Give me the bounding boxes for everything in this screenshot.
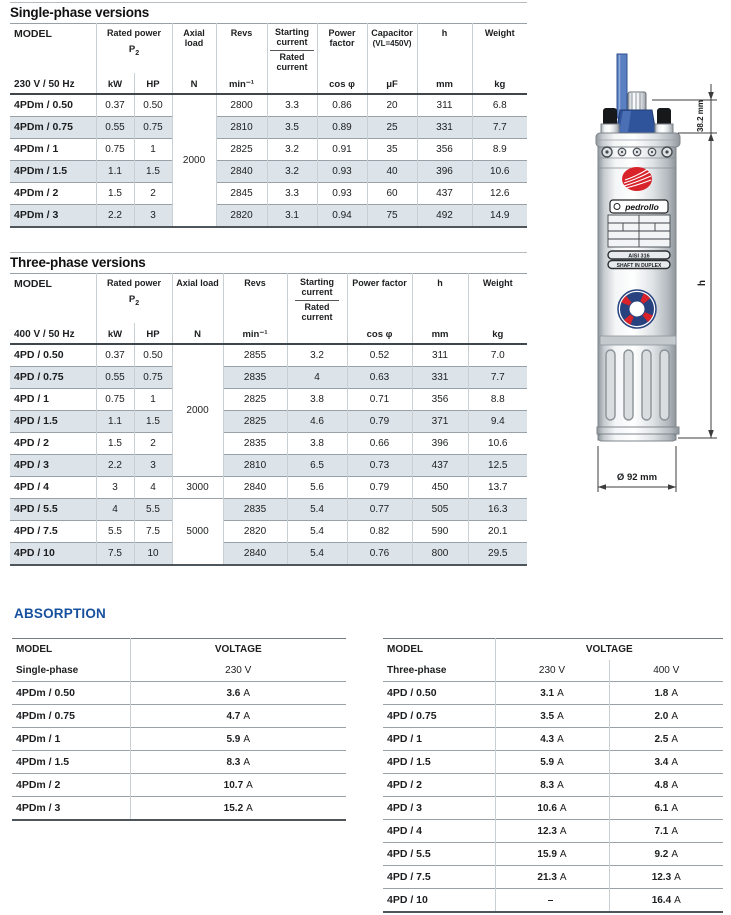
cell-current-230v: 21.3 A bbox=[495, 866, 609, 889]
cell-h: 331 bbox=[417, 116, 472, 138]
cell-hp: 1 bbox=[134, 138, 172, 160]
cell-current: 3.6 A bbox=[130, 682, 346, 705]
cell-model: 4PD / 2 bbox=[383, 774, 495, 797]
cell-current-230v: 8.3 A bbox=[495, 774, 609, 797]
cell-starting-current: 4 bbox=[287, 366, 347, 388]
cell-axial-load: 3000 bbox=[172, 476, 223, 498]
unit-kw: kW bbox=[96, 323, 134, 344]
cell-current: 4.7 A bbox=[130, 705, 346, 728]
cell-power-factor: 0.66 bbox=[347, 432, 412, 454]
cell-model: 4PD / 0.75 bbox=[10, 366, 96, 388]
cell-current-400v: 3.4 A bbox=[609, 751, 723, 774]
cell-h: 331 bbox=[412, 366, 468, 388]
cell-current: 10.7 A bbox=[130, 774, 346, 797]
table-row bbox=[383, 820, 723, 843]
cell-h: 450 bbox=[412, 476, 468, 498]
shaft-duplex-label: SHAFT IN DUPLEX bbox=[616, 262, 662, 269]
cell-h: 356 bbox=[412, 388, 468, 410]
three-phase-title: Three-phase versions bbox=[10, 255, 146, 270]
motor-technical-drawing bbox=[545, 40, 731, 560]
table-row bbox=[383, 682, 723, 705]
cell-weight: 6.8 bbox=[472, 94, 527, 117]
cell-model: 4PDm / 0.75 bbox=[10, 116, 96, 138]
cell-weight: 7.0 bbox=[468, 344, 527, 367]
cell-current-400v: 6.1 A bbox=[609, 797, 723, 820]
cell-weight: 13.7 bbox=[468, 476, 527, 498]
table-row bbox=[383, 774, 723, 797]
cell-hp: 3 bbox=[134, 454, 172, 476]
table-row bbox=[12, 705, 346, 728]
unit-starting-current bbox=[267, 73, 317, 94]
table-row bbox=[10, 116, 527, 138]
col-header-revs: Revs bbox=[223, 274, 287, 323]
col-header-starting-current: Starting current Rated current bbox=[287, 274, 347, 323]
cell-current: 8.3 A bbox=[130, 751, 346, 774]
cell-model: 4PDm / 3 bbox=[10, 204, 96, 227]
cell-kw: 2.2 bbox=[96, 204, 134, 227]
cell-hp: 4 bbox=[134, 476, 172, 498]
cell-power-factor: 0.71 bbox=[347, 388, 412, 410]
cell-hp: 3 bbox=[134, 204, 172, 227]
cell-h: 396 bbox=[412, 432, 468, 454]
cell-model: 4PDm / 0.75 bbox=[12, 705, 130, 728]
cell-weight: 29.5 bbox=[468, 542, 527, 565]
absorption-three-section bbox=[383, 638, 723, 913]
dim-label-38mm: 38.2 mm bbox=[696, 99, 705, 133]
table-row bbox=[10, 476, 527, 498]
table-row bbox=[383, 705, 723, 728]
col-header-model: MODEL bbox=[10, 274, 96, 323]
cell-weight: 20.1 bbox=[468, 520, 527, 542]
cell-kw: 4 bbox=[96, 498, 134, 520]
cell-current-230v: 3.1 A bbox=[495, 682, 609, 705]
cell-h: 311 bbox=[417, 94, 472, 117]
cell-current: 15.2 A bbox=[130, 797, 346, 821]
single-phase-title: Single-phase versions bbox=[10, 5, 150, 20]
cell-model: 4PD / 0.50 bbox=[10, 344, 96, 367]
cell-revs: 2825 bbox=[223, 388, 287, 410]
voltage-230-label: 230 V bbox=[495, 660, 609, 682]
cell-revs: 2835 bbox=[223, 366, 287, 388]
col-header-model: MODEL bbox=[16, 644, 53, 655]
cell-power-factor: 0.93 bbox=[317, 182, 367, 204]
table-row bbox=[10, 454, 527, 476]
cell-power-factor: 0.93 bbox=[317, 160, 367, 182]
col-header-weight: Weight bbox=[468, 274, 527, 323]
cell-kw: 1.5 bbox=[96, 432, 134, 454]
cell-power-factor: 0.76 bbox=[347, 542, 412, 565]
cell-current-400v: 16.4 A bbox=[609, 889, 723, 913]
cell-hp: 1.5 bbox=[134, 160, 172, 182]
cell-hp: 10 bbox=[134, 542, 172, 565]
cell-weight: 14.9 bbox=[472, 204, 527, 227]
dim-label-height: h bbox=[697, 279, 708, 287]
cell-axial-load: 2000 bbox=[172, 344, 223, 477]
cell-kw: 7.5 bbox=[96, 542, 134, 565]
cell-capacitor: 35 bbox=[367, 138, 417, 160]
absorption-single-section bbox=[12, 638, 346, 821]
cell-kw: 1.5 bbox=[96, 182, 134, 204]
cell-hp: 2 bbox=[134, 182, 172, 204]
unit-n: N bbox=[172, 323, 223, 344]
table-row bbox=[10, 542, 527, 565]
cell-kw: 0.55 bbox=[96, 366, 134, 388]
col-header-h: h bbox=[417, 24, 472, 73]
cell-model: 4PDm / 1.5 bbox=[12, 751, 130, 774]
cell-power-factor: 0.73 bbox=[347, 454, 412, 476]
cell-starting-current: 3.2 bbox=[287, 344, 347, 367]
terminal-stud-right bbox=[655, 108, 673, 133]
table-row bbox=[10, 520, 527, 542]
cell-model: 4PD / 7.5 bbox=[10, 520, 96, 542]
cell-h: 371 bbox=[412, 410, 468, 432]
cell-current-400v: 9.2 A bbox=[609, 843, 723, 866]
cell-kw: 1.1 bbox=[96, 410, 134, 432]
col-header-revs: Revs bbox=[216, 24, 267, 73]
table-row bbox=[10, 182, 527, 204]
cell-model: 4PDm / 1 bbox=[10, 138, 96, 160]
absorption-single-table bbox=[12, 638, 346, 821]
cell-revs: 2825 bbox=[223, 410, 287, 432]
brand-logo-icon bbox=[622, 167, 652, 191]
cell-model: 4PD / 5.5 bbox=[10, 498, 96, 520]
cell-model: 4PD / 1 bbox=[10, 388, 96, 410]
phase-label: Three-phase bbox=[387, 665, 447, 676]
cell-model: 4PDm / 1 bbox=[12, 728, 130, 751]
cell-starting-current: 5.4 bbox=[287, 498, 347, 520]
col-header-power-factor: Power factor bbox=[347, 274, 412, 323]
cell-model: 4PD / 4 bbox=[383, 820, 495, 843]
terminal-stud-left bbox=[601, 108, 619, 133]
table-row bbox=[10, 160, 527, 182]
cell-starting-current: 6.5 bbox=[287, 454, 347, 476]
unit-hp: HP bbox=[134, 73, 172, 94]
motor-drawing-svg bbox=[545, 40, 731, 560]
cell-current-230v: 5.9 A bbox=[495, 751, 609, 774]
cell-revs: 2840 bbox=[216, 160, 267, 182]
cell-power-factor: 0.52 bbox=[347, 344, 412, 367]
col-header-h: h bbox=[412, 274, 468, 323]
voltage-frequency-label: 400 V / 50 Hz bbox=[10, 323, 96, 344]
cell-kw: 0.55 bbox=[96, 116, 134, 138]
cell-starting-current: 3.3 bbox=[267, 94, 317, 117]
voltage-frequency-label: 230 V / 50 Hz bbox=[10, 73, 96, 94]
unit-n: N bbox=[172, 73, 216, 94]
table-row bbox=[10, 498, 527, 520]
table-row bbox=[383, 889, 723, 913]
cell-model: 4PD / 0.75 bbox=[383, 705, 495, 728]
table-row bbox=[10, 432, 527, 454]
cell-revs: 2825 bbox=[216, 138, 267, 160]
table-row bbox=[12, 728, 346, 751]
cell-model: 4PDm / 1.5 bbox=[10, 160, 96, 182]
cell-current: 5.9 A bbox=[130, 728, 346, 751]
col-header-voltage: VOLTAGE bbox=[130, 639, 346, 661]
lifebuoy-emblem-icon bbox=[618, 290, 656, 328]
table-row bbox=[12, 682, 346, 705]
cell-model: 4PDm / 2 bbox=[12, 774, 130, 797]
data-plate bbox=[608, 215, 670, 247]
cell-kw: 1.1 bbox=[96, 160, 134, 182]
cell-h: 437 bbox=[417, 182, 472, 204]
table-row bbox=[383, 751, 723, 774]
cell-revs: 2840 bbox=[223, 476, 287, 498]
absorption-heading: ABSORPTION bbox=[14, 606, 107, 621]
cell-weight: 10.6 bbox=[468, 432, 527, 454]
cell-revs: 2820 bbox=[223, 520, 287, 542]
cell-kw: 0.37 bbox=[96, 344, 134, 367]
material-label-shaft bbox=[608, 261, 670, 269]
aisi-316-label: AISI 316 bbox=[628, 253, 650, 260]
three-phase-section bbox=[10, 252, 527, 566]
cell-weight: 12.6 bbox=[472, 182, 527, 204]
cell-current-230v: 10.6 A bbox=[495, 797, 609, 820]
cell-h: 437 bbox=[412, 454, 468, 476]
cell-weight: 16.3 bbox=[468, 498, 527, 520]
cell-h: 311 bbox=[412, 344, 468, 367]
unit-cos-phi: cos φ bbox=[317, 73, 367, 94]
cell-kw: 3 bbox=[96, 476, 134, 498]
cell-h: 505 bbox=[412, 498, 468, 520]
cell-power-factor: 0.77 bbox=[347, 498, 412, 520]
table-row bbox=[10, 138, 527, 160]
cell-revs: 2835 bbox=[223, 498, 287, 520]
cell-power-factor: 0.86 bbox=[317, 94, 367, 117]
cell-current-400v: 4.8 A bbox=[609, 774, 723, 797]
cell-weight: 9.4 bbox=[468, 410, 527, 432]
cell-weight: 7.7 bbox=[468, 366, 527, 388]
cell-current-230v: 12.3 A bbox=[495, 820, 609, 843]
cell-power-factor: 0.79 bbox=[347, 476, 412, 498]
cell-revs: 2800 bbox=[216, 94, 267, 117]
cell-current-230v: 3.5 A bbox=[495, 705, 609, 728]
cell-model: 4PD / 10 bbox=[383, 889, 495, 913]
col-header-axial-load: Axial load bbox=[172, 24, 216, 73]
cell-starting-current: 3.3 bbox=[267, 182, 317, 204]
cell-weight: 8.9 bbox=[472, 138, 527, 160]
unit-kw: kW bbox=[96, 73, 134, 94]
cell-current-400v: 7.1 A bbox=[609, 820, 723, 843]
col-header-model: MODEL bbox=[10, 24, 96, 73]
cell-weight: 8.8 bbox=[468, 388, 527, 410]
cell-current-400v: 2.0 A bbox=[609, 705, 723, 728]
brand-name: pedrollo bbox=[625, 201, 659, 212]
unit-revs: min⁻¹ bbox=[216, 73, 267, 94]
table-row bbox=[12, 751, 346, 774]
cell-hp: 5.5 bbox=[134, 498, 172, 520]
cell-revs: 2810 bbox=[223, 454, 287, 476]
unit-mm: mm bbox=[417, 73, 472, 94]
table-row bbox=[383, 843, 723, 866]
cell-capacitor: 40 bbox=[367, 160, 417, 182]
cell-capacitor: 25 bbox=[367, 116, 417, 138]
cell-hp: 0.75 bbox=[134, 366, 172, 388]
cell-current-230v: – bbox=[495, 889, 609, 913]
col-header-voltage: VOLTAGE bbox=[495, 639, 723, 661]
cell-model: 4PDm / 2 bbox=[10, 182, 96, 204]
unit-hp: HP bbox=[134, 323, 172, 344]
cell-kw: 0.37 bbox=[96, 94, 134, 117]
cell-current-230v: 4.3 A bbox=[495, 728, 609, 751]
cell-model: 4PD / 1 bbox=[383, 728, 495, 751]
unit-starting-current bbox=[287, 323, 347, 344]
fraction-divider bbox=[295, 300, 339, 301]
cell-model: 4PD / 0.50 bbox=[387, 687, 437, 699]
cell-hp: 1.5 bbox=[134, 410, 172, 432]
cell-model: 4PD / 5.5 bbox=[383, 843, 495, 866]
table-row bbox=[10, 344, 527, 367]
fraction-divider bbox=[270, 50, 314, 51]
col-header-power-factor: Power factor bbox=[317, 24, 367, 73]
cell-revs: 2810 bbox=[216, 116, 267, 138]
cell-model: 4PD / 2 bbox=[10, 432, 96, 454]
cell-starting-current: 5.4 bbox=[287, 542, 347, 565]
cell-kw: 0.75 bbox=[96, 138, 134, 160]
cell-model: 4PDm / 3 bbox=[12, 797, 130, 821]
cell-power-factor: 0.94 bbox=[317, 204, 367, 227]
cell-model: 4PD / 7.5 bbox=[383, 866, 495, 889]
cell-starting-current: 3.5 bbox=[267, 116, 317, 138]
cell-weight: 7.7 bbox=[472, 116, 527, 138]
cell-h: 590 bbox=[412, 520, 468, 542]
cell-hp: 0.50 bbox=[134, 344, 172, 367]
power-cable bbox=[617, 54, 627, 118]
table-row bbox=[10, 94, 527, 117]
cell-starting-current: 3.8 bbox=[287, 388, 347, 410]
unit-kg: kg bbox=[468, 323, 527, 344]
cell-model: 4PD / 3 bbox=[10, 454, 96, 476]
cell-model: 4PD / 4 bbox=[10, 476, 96, 498]
cell-power-factor: 0.79 bbox=[347, 410, 412, 432]
brand-nameplate bbox=[610, 200, 668, 213]
table-row bbox=[12, 797, 346, 821]
unit-mm: mm bbox=[412, 323, 468, 344]
cell-starting-current: 3.1 bbox=[267, 204, 317, 227]
table-row bbox=[383, 728, 723, 751]
cell-revs: 2820 bbox=[216, 204, 267, 227]
unit-uf: μF bbox=[367, 73, 417, 94]
cell-kw: 2.2 bbox=[96, 454, 134, 476]
cell-revs: 2855 bbox=[223, 344, 287, 367]
cell-axial-load: 5000 bbox=[172, 498, 223, 565]
cell-revs: 2835 bbox=[223, 432, 287, 454]
table-row bbox=[10, 366, 527, 388]
cell-model: 4PD / 1.5 bbox=[10, 410, 96, 432]
cell-capacitor: 75 bbox=[367, 204, 417, 227]
cell-revs: 2840 bbox=[223, 542, 287, 565]
cell-current-230v: 15.9 A bbox=[495, 843, 609, 866]
col-header-rated-power: Rated power $P_2$ bbox=[96, 274, 172, 323]
table-row bbox=[383, 797, 723, 820]
cell-hp: 0.75 bbox=[134, 116, 172, 138]
cell-kw: 0.75 bbox=[96, 388, 134, 410]
dim-label-diameter: Ø 92 mm bbox=[616, 472, 658, 483]
cell-hp: 7.5 bbox=[134, 520, 172, 542]
cell-model: 4PD / 3 bbox=[383, 797, 495, 820]
cell-power-factor: 0.89 bbox=[317, 116, 367, 138]
voltage-400-label: 400 V bbox=[609, 660, 723, 682]
cell-model: 4PDm / 0.50 bbox=[16, 687, 75, 699]
cell-current-400v: 1.8 A bbox=[609, 682, 723, 705]
phase-label: Single-phase bbox=[16, 665, 79, 676]
single-phase-section bbox=[10, 2, 527, 228]
col-header-starting-current: Starting current Rated current bbox=[267, 24, 317, 73]
col-header-capacitor: Capacitor (VL=450V) bbox=[367, 24, 417, 73]
table-row bbox=[10, 410, 527, 432]
voltage-230-label: 230 V bbox=[130, 660, 346, 682]
unit-cos-phi: cos φ bbox=[347, 323, 412, 344]
cell-h: 356 bbox=[417, 138, 472, 160]
cell-hp: 1 bbox=[134, 388, 172, 410]
cell-weight: 12.5 bbox=[468, 454, 527, 476]
cell-starting-current: 3.2 bbox=[267, 138, 317, 160]
material-label-aisi bbox=[608, 251, 670, 259]
absorption-three-table bbox=[383, 638, 723, 913]
cell-hp: 2 bbox=[134, 432, 172, 454]
cell-model: 4PD / 1.5 bbox=[383, 751, 495, 774]
cell-axial-load: 2000 bbox=[172, 94, 216, 227]
cell-h: 492 bbox=[417, 204, 472, 227]
col-header-axial-load: Axial load bbox=[172, 274, 223, 323]
col-header-model: MODEL bbox=[387, 644, 424, 655]
col-header-weight: Weight bbox=[472, 24, 527, 73]
cell-h: 396 bbox=[417, 160, 472, 182]
unit-kg: kg bbox=[472, 73, 527, 94]
table-row bbox=[10, 204, 527, 227]
cell-h: 800 bbox=[412, 542, 468, 565]
cell-weight: 10.6 bbox=[472, 160, 527, 182]
cell-starting-current: 5.6 bbox=[287, 476, 347, 498]
cell-starting-current: 3.8 bbox=[287, 432, 347, 454]
cell-current-400v: 2.5 A bbox=[609, 728, 723, 751]
cell-model: 4PD / 10 bbox=[10, 542, 96, 565]
cell-starting-current: 5.4 bbox=[287, 520, 347, 542]
cell-model: 4PDm / 0.50 bbox=[10, 94, 96, 117]
table-row bbox=[10, 388, 527, 410]
cell-kw: 5.5 bbox=[96, 520, 134, 542]
unit-revs: min⁻¹ bbox=[223, 323, 287, 344]
col-header-rated-power: Rated power $P_2$ bbox=[96, 24, 172, 73]
cell-power-factor: 0.91 bbox=[317, 138, 367, 160]
single-phase-table bbox=[10, 23, 527, 228]
cell-hp: 0.50 bbox=[134, 94, 172, 117]
cell-power-factor: 0.82 bbox=[347, 520, 412, 542]
cell-power-factor: 0.63 bbox=[347, 366, 412, 388]
cell-starting-current: 3.2 bbox=[267, 160, 317, 182]
three-phase-table bbox=[10, 273, 527, 566]
table-row bbox=[383, 866, 723, 889]
cell-capacitor: 60 bbox=[367, 182, 417, 204]
cell-current-400v: 12.3 A bbox=[609, 866, 723, 889]
cell-capacitor: 20 bbox=[367, 94, 417, 117]
table-row bbox=[12, 774, 346, 797]
cell-starting-current: 4.6 bbox=[287, 410, 347, 432]
cell-revs: 2845 bbox=[216, 182, 267, 204]
